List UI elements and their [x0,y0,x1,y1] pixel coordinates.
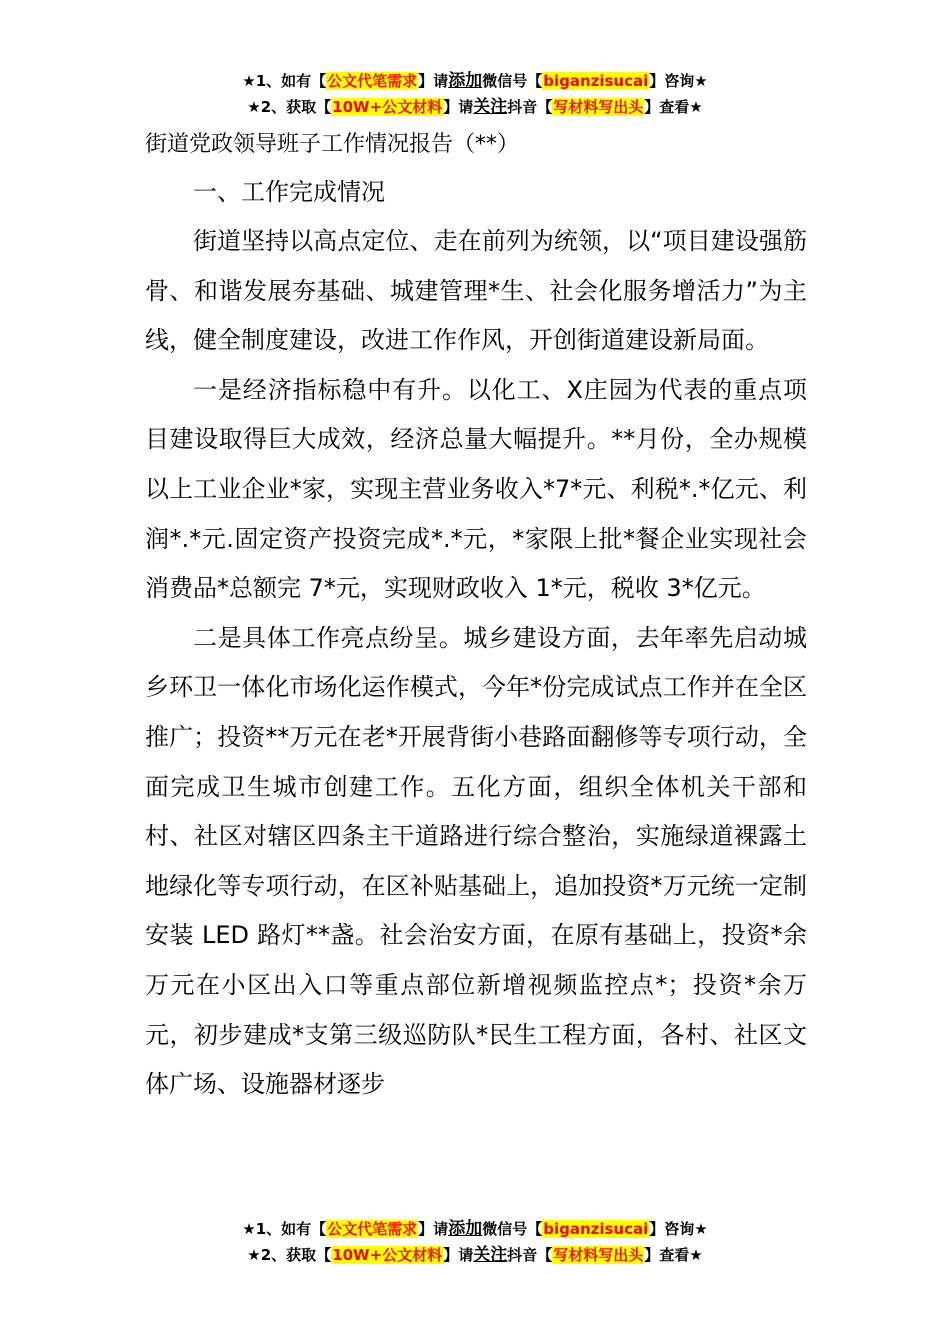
paragraph-economy: 一是经济指标稳中有升。以化工、X庄园为代表的重点项目建设取得巨大成效，经济总量大幅提升。**月份，全办规模以上工业企业*家，实现主营业务收入*7*元、利税*.*亿元、利润*.*元.固定资产投资完成*.*元，*家限上批*餐企业实现社会消费品*总额完 7*元，实现财政收入 1*元，税收 3*亿元。 [145,375,807,603]
highlight-wechat-id: biganzisucai [543,72,649,90]
underlined-follow-text: 关注 [473,1245,508,1265]
promo-line-2: ★2、获取【10W+公文材料】请关注抖音【写材料写出头】查看★ [247,97,703,117]
section-heading: 一、工作完成情况 [193,178,385,206]
underlined-follow-text: 关注 [473,97,508,117]
paragraph-highlights: 二是具体工作亮点纷呈。城乡建设方面，去年率先启动城乡环卫一体化市场化运作模式，今年*份完成试点工作并在全区推广；投资**万元在老*开展背街小巷路面翻修等专项行动，全面完成卫生城市创建工作。五化方面，组织全体机关干部和村、社区对辖区四条主干道路进行综合整治，实施绿道裸露土地绿化等专项行动，在区补贴基础上，追加投资*万元统一定制安装 LED 路灯**盏。社会治安方面，在原有基础上，投资*余万元在小区出入口等重点部位新增视频监控点*；投资*余万元，初步建成*支第三级巡防队*民生工程方面，各村、社区文体广场、设施器材逐步 [145,623,807,1099]
paragraph-intro: 街道坚持以高点定位、走在前列为统领，以“项目建设强筋骨、和谐发展夯基础、城建管理*生、社会化服务增活力”为主线，健全制度建设，改进工作作风，开创街道建设新局面。 [145,227,807,355]
document-body [145,122,807,1110]
underlined-add-text: 添加 [448,71,483,91]
highlight-writing-service: 公文代笔需求 [327,1220,418,1238]
highlight-materials: 10W+公文材料 [332,1246,443,1264]
highlight-douyin-account: 写材料写出头 [553,98,644,116]
highlight-wechat-id: biganzisucai [543,1220,649,1238]
footer-promo-banner [0,1216,950,1268]
document-title: 街道党政领导班子工作情况报告（**） [145,132,520,157]
promo-line-1: ★1、如有【公文代笔需求】请添加微信号【biganzisucai】咨询★ [242,71,708,91]
highlight-materials: 10W+公文材料 [332,98,443,116]
promo-line-1: ★1、如有【公文代笔需求】请添加微信号【biganzisucai】咨询★ [242,1219,708,1239]
highlight-writing-service: 公文代笔需求 [327,72,418,90]
highlight-douyin-account: 写材料写出头 [553,1246,644,1264]
promo-line-2: ★2、获取【10W+公文材料】请关注抖音【写材料写出头】查看★ [247,1245,703,1265]
underlined-add-text: 添加 [448,1219,483,1239]
header-promo-banner [0,68,950,120]
